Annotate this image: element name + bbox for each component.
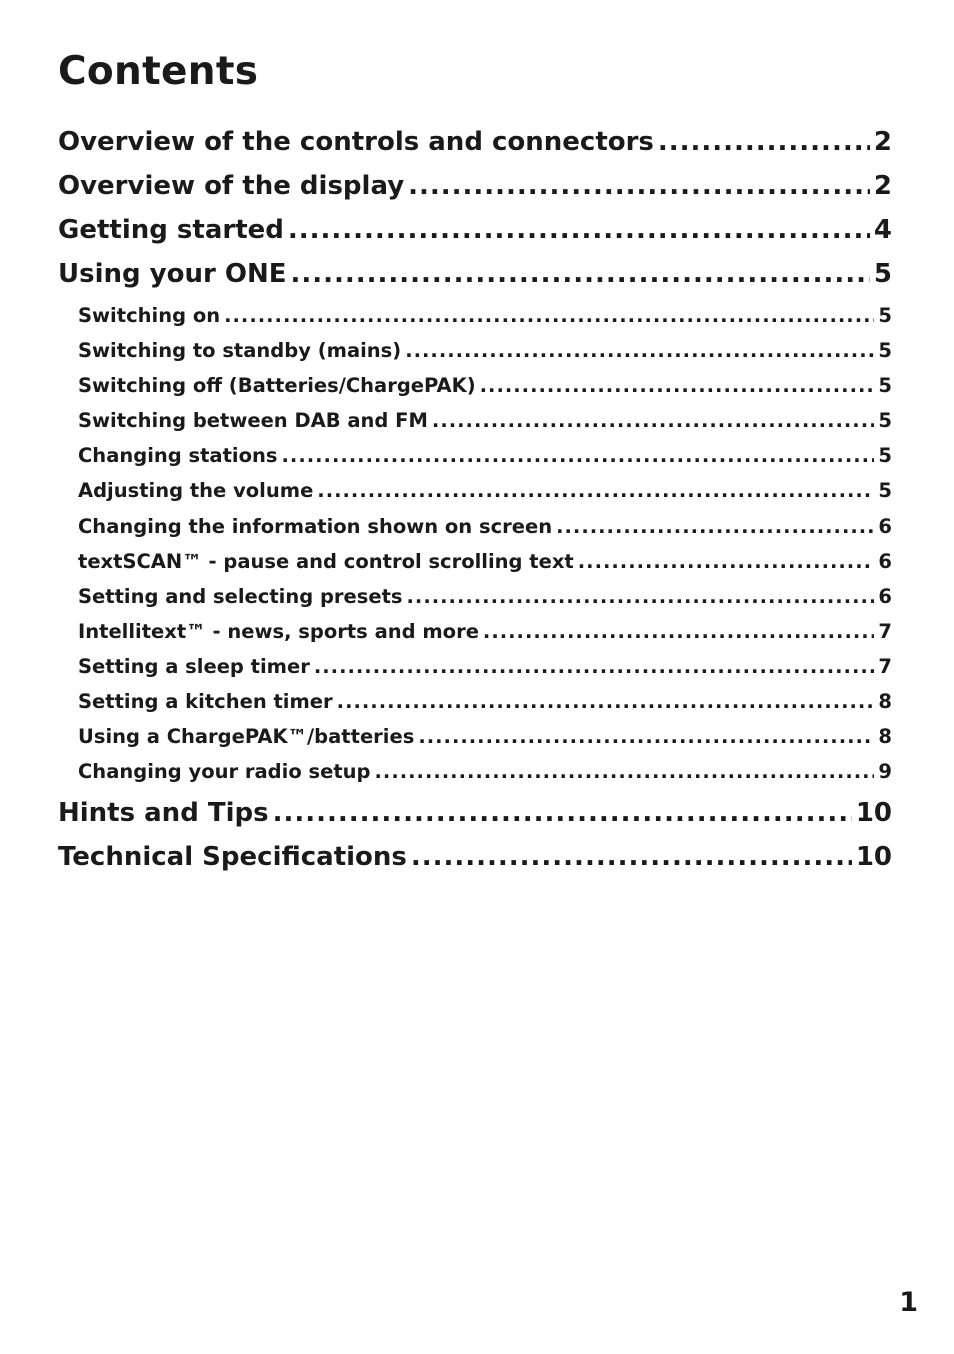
dot-leader: [314, 649, 875, 684]
dot-leader: [291, 252, 870, 296]
toc-entry-getting-started[interactable]: [58, 208, 892, 252]
toc-page-number: 7: [878, 619, 892, 643]
toc-entry-kitchen-timer[interactable]: [58, 684, 892, 719]
toc-entry-chargepak[interactable]: [58, 719, 892, 754]
toc-page-number: 5: [878, 374, 892, 398]
dot-leader: [480, 368, 875, 403]
dot-leader: [432, 403, 875, 438]
toc-page-number: 6: [878, 549, 892, 573]
toc-entry-label: Changing the information shown on screen: [78, 514, 553, 538]
toc-entry-hints-tips[interactable]: [58, 791, 892, 835]
toc-entry-controls-connectors[interactable]: [58, 120, 892, 164]
toc-entry-label: Intellitext™ - news, sports and more: [78, 619, 479, 643]
toc-page-number: 6: [878, 584, 892, 608]
toc-entry-label: Using a ChargePAK™/batteries: [78, 725, 415, 749]
dot-leader: [556, 509, 874, 544]
toc-entry-label: Setting a sleep timer: [78, 654, 310, 678]
toc-page-number: 5: [878, 304, 892, 327]
toc-page-number: 5: [873, 259, 892, 289]
page-title: Contents: [58, 49, 259, 94]
toc-entry-display[interactable]: [58, 164, 892, 208]
toc-entry-textscan[interactable]: [58, 544, 892, 579]
toc-entry-label: Switching off (Batteries/ChargePAK): [78, 374, 476, 398]
dot-leader: [408, 164, 870, 208]
toc-entry-intellitext[interactable]: [58, 614, 892, 649]
toc-entry-label: Changing your radio setup: [78, 760, 371, 784]
toc-entry-switching-off[interactable]: [58, 368, 892, 403]
toc-entry-screen-info[interactable]: [58, 509, 892, 544]
dot-leader: [375, 754, 875, 789]
toc-entry-label: Switching to standby (mains): [78, 339, 402, 363]
dot-leader: [411, 835, 852, 879]
toc-page-number: 4: [873, 215, 892, 245]
toc-entry-label: Switching on: [78, 304, 221, 327]
toc-page-number: 10: [855, 842, 892, 873]
toc-entry-presets[interactable]: [58, 579, 892, 614]
dot-leader: [337, 684, 875, 719]
toc-entry-radio-setup[interactable]: [58, 754, 892, 789]
toc-page-number: 2: [873, 171, 892, 201]
toc-entry-label: Switching between DAB and FM: [78, 409, 428, 433]
page-folio-number: 1: [899, 1287, 918, 1318]
toc-entry-label: Overview of the display: [58, 171, 405, 201]
toc-entry-switching-on[interactable]: [58, 298, 892, 333]
toc-entry-sleep-timer[interactable]: [58, 649, 892, 684]
toc-page-number: 2: [873, 127, 892, 157]
dot-leader: [418, 719, 874, 754]
dot-leader: [282, 438, 875, 473]
dot-leader: [288, 208, 870, 252]
toc-entry-standby[interactable]: [58, 333, 892, 368]
toc-entry-label: Hints and Tips: [58, 798, 269, 829]
toc-page-number: 5: [878, 479, 892, 503]
dot-leader: [578, 544, 875, 579]
dot-leader: [407, 579, 875, 614]
toc-entry-label: Setting and selecting presets: [78, 584, 403, 608]
toc-page-number: 10: [855, 798, 892, 829]
dot-leader: [224, 298, 874, 333]
toc-page-number: 8: [878, 725, 892, 749]
dot-leader: [405, 333, 874, 368]
dot-leader: [273, 791, 852, 835]
toc-entry-label: Getting started: [58, 215, 284, 245]
toc-entry-changing-stations[interactable]: [58, 438, 892, 473]
toc-page-number: 8: [878, 690, 892, 714]
toc-page-number: 5: [878, 409, 892, 433]
toc-entry-label: Adjusting the volume: [78, 479, 314, 503]
toc-entry-label: Using your ONE: [58, 259, 287, 289]
toc-entry-label: Technical Specifications: [58, 842, 407, 873]
toc-page-number: 9: [878, 760, 892, 784]
toc-entry-label: Changing stations: [78, 444, 278, 468]
toc-page-number: 5: [878, 444, 892, 468]
table-of-contents: [58, 120, 892, 879]
dot-leader: [483, 614, 875, 649]
toc-entry-technical-specs[interactable]: [58, 835, 892, 879]
toc-entry-label: Setting a kitchen timer: [78, 690, 333, 714]
toc-entry-label: textSCAN™ - pause and control scrolling text: [78, 549, 574, 573]
toc-entry-using-your-one[interactable]: [58, 252, 892, 296]
dot-leader: [658, 120, 870, 164]
toc-entry-volume[interactable]: [58, 473, 892, 508]
toc-page-number: 6: [878, 514, 892, 538]
toc-entry-label: Overview of the controls and connectors: [58, 127, 654, 157]
toc-page-number: 7: [878, 654, 892, 678]
toc-page-number: 5: [878, 339, 892, 363]
dot-leader: [317, 473, 874, 508]
toc-entry-dab-fm[interactable]: [58, 403, 892, 438]
